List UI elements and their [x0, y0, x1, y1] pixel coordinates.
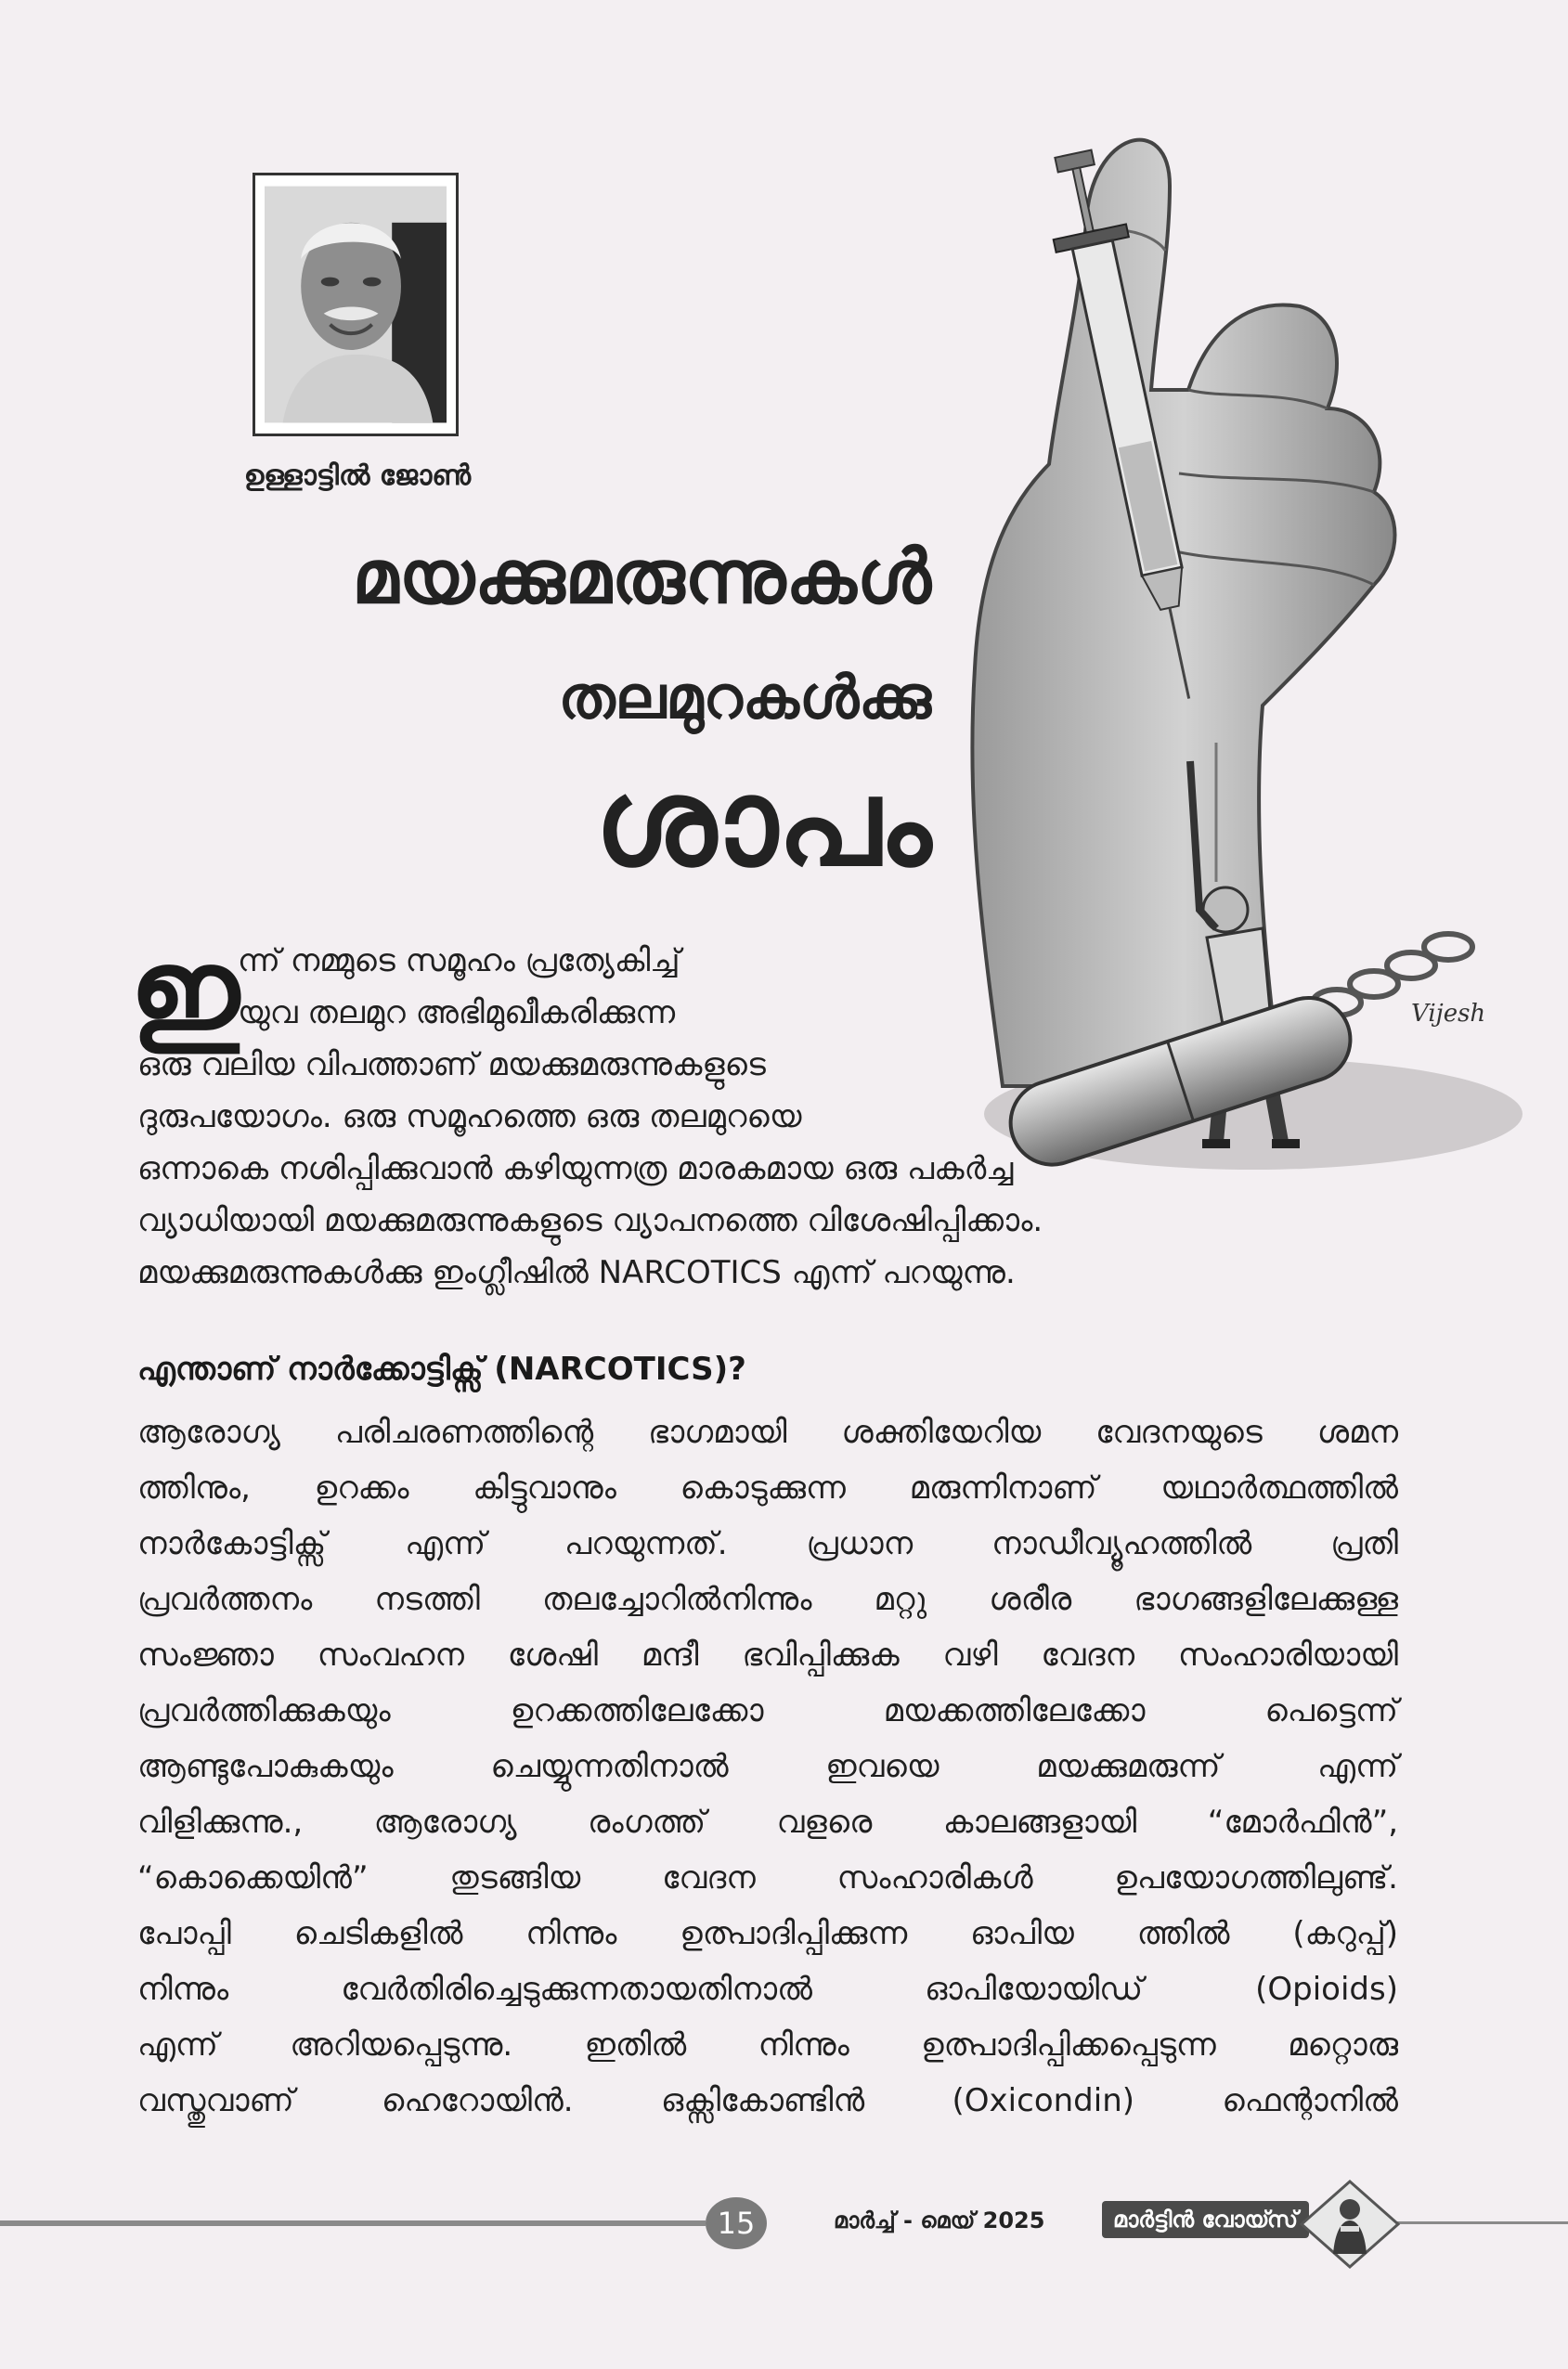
intro-line: മയക്കുമരുന്നുകൾക്കു ഇംഗ്ലീഷിൽ NARCOTICS എന്ന് പറയുന്നു. — [137, 1254, 1016, 1291]
page-number: 15 — [706, 2197, 767, 2249]
saint-logo-icon — [1300, 2180, 1400, 2269]
title-line-3: ശാപം — [594, 752, 931, 893]
artist-signature: Vijesh — [1411, 1000, 1486, 1028]
body-line: എന്ന് അറിയപ്പെടുന്നു. ഇതിൽ നിന്നും ഉത്പാദിപ്പിക്കപ്പെടുന്ന മറ്റൊരു — [137, 2026, 1398, 2064]
title-line-1: മയക്കുമരുന്നുകൾ — [352, 534, 931, 620]
issue-date: മാർച്ച് - മെയ് 2025 — [834, 2207, 1045, 2233]
intro-line: ഒന്നാകെ നശിപ്പിക്കുവാൻ കഴിയുന്നത്ര മാരകമായ ഒരു പകർച്ച — [137, 1150, 1014, 1187]
author-name: ഉള്ളാട്ടിൽ ജോൺ — [243, 460, 472, 492]
intro-line: ഒരു വലിയ വിപത്താണ് മയക്കുമരുന്നുകളുടെ — [137, 1046, 766, 1083]
drop-cap: ഇ — [130, 926, 240, 1055]
body-line: ത്തിനും, ഉറക്കം കിട്ടുവാനും കൊടുക്കുന്ന മരുന്നിനാണ് യഥാർത്ഥത്തിൽ — [137, 1469, 1398, 1507]
footer-rule — [1397, 2221, 1568, 2224]
section-heading: എന്താണ് നാർക്കോട്ടിക്സ് (NARCOTICS)? — [137, 1351, 746, 1388]
author-photo — [253, 173, 459, 436]
footer-rule — [0, 2220, 706, 2226]
magazine-brand-label: മാർട്ടിൻ വോയ്സ് — [1102, 2201, 1309, 2238]
body-line: ആരോഗ്യ പരിചരണത്തിന്റെ ഭാഗമായി ശക്തിയേറിയ വേദനയുടെ ശമന — [137, 1414, 1398, 1451]
hand-syringe-illustration — [947, 111, 1523, 1197]
body-line: വിളിക്കുന്നു., ആരോഗ്യ രംഗത്ത് വളരെ കാലങ്ങളായി “മോർഫിൻ”, — [137, 1804, 1398, 1841]
intro-line: ന്ന് നമ്മുടെ സമൂഹം പ്രത്യേകിച്ച് — [238, 942, 680, 979]
body-line: ആണ്ടുപോകുകയും ചെയ്യുന്നതിനാൽ ഇവയെ മയക്കുമരുന്ന് എന്ന് — [137, 1748, 1398, 1785]
intro-line: ദുരുപയോഗം. ഒരു സമൂഹത്തെ ഒരു തലമുറയെ — [137, 1098, 802, 1135]
author-portrait-image — [265, 185, 447, 424]
body-line: നാർകോട്ടിക്സ് എന്ന് പറയുന്നത്. പ്രധാന നാഡീവ്യൂഹത്തിൽ പ്രതി — [137, 1525, 1398, 1562]
title-line-2: തലമുറകൾക്കു — [558, 664, 931, 732]
intro-line: യുവ തലമുറ അഭിമുഖീകരിക്കുന്ന — [238, 994, 676, 1031]
body-line: “കൊക്കെയിൻ” തുടങ്ങിയ വേദന സംഹാരികൾ ഉപയോഗത്തിലുണ്ട്. — [137, 1859, 1398, 1896]
body-line: പോപ്പി ചെടികളിൽ നിന്നും ഉത്പാദിപ്പിക്കുന്ന ഓപിയ ത്തിൽ (കറുപ്പ്) — [137, 1915, 1398, 1952]
body-line: പ്രവർത്തിക്കുകയും ഉറക്കത്തിലേക്കോ മയക്കത്തിലേക്കോ പെട്ടെന്ന് — [137, 1692, 1398, 1729]
body-line: വസ്തുവാണ് ഹെറോയിൻ. ഒക്സികോണ്ടിൻ (Oxicondin) ഫെന്റാനിൽ — [137, 2082, 1398, 2119]
body-line: സംജ്ഞാ സംവഹന ശേഷി മന്ദീ ഭവിപ്പിക്കുക വഴി വേദന സംഹാരിയായി — [137, 1637, 1398, 1674]
body-line: പ്രവർത്തനം നടത്തി തലച്ചോറിൽനിന്നും മറ്റു ശരീര ഭാഗങ്ങളിലേക്കുള്ള — [137, 1581, 1398, 1618]
body-line: നിന്നും വേർതിരിച്ചെടുക്കുന്നതായതിനാൽ ഓപിയോയിഡ് (Opioids) — [137, 1971, 1398, 2008]
intro-line: വ്യാധിയായി മയക്കുമരുന്നുകളുടെ വ്യാപനത്തെ വിശേഷിപ്പിക്കാം. — [137, 1202, 1043, 1239]
